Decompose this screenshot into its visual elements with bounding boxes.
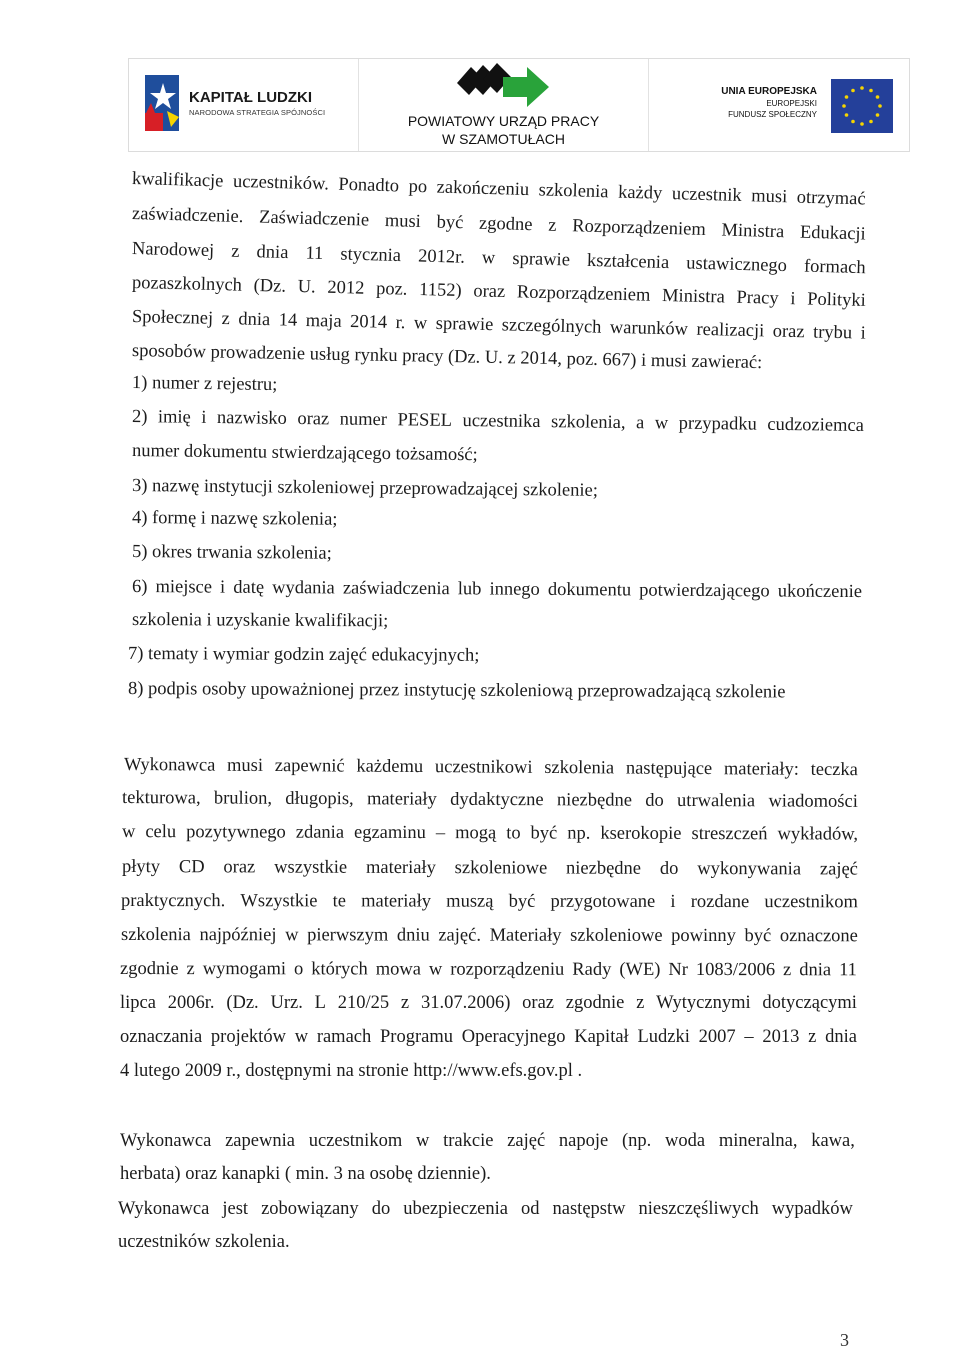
body-line [132,272,866,312]
body-word: materiały [361,891,432,912]
body-word: dnia [825,1027,857,1047]
body-word: przypadku [678,413,757,435]
body-word: w [413,313,428,334]
body-word: zakończeniu [436,177,530,201]
body-word: brulion, [213,788,273,809]
body-word: szkoleniowe [454,858,548,879]
body-line [121,924,858,947]
body-line: 8) podpis osoby upoważnionej przez instytucję szkoleniową przeprowadzającą szkolenie [127,679,786,703]
body-word: Nr [668,959,688,980]
body-word: lub [457,579,482,600]
body-word: do [645,790,664,811]
body-word: miejsce [155,577,213,598]
body-line: 1) numer z rejestru; [131,373,278,396]
body-word: zaświadczenia [342,578,450,600]
eu-text [721,85,817,120]
body-word: dnia [238,309,271,331]
body-word: Materiały [489,925,562,946]
body-word: Wytycznymi [656,993,751,1013]
body-word: a [635,413,645,434]
body-word: uczestnika [462,411,541,432]
body-word: mogą [455,823,497,844]
body-word: następujące [625,758,713,780]
eu-line3: FUNDUSZ SPOŁECZNY [728,110,817,119]
body-word: być [508,891,536,912]
body-word: Rozporządzeniem [516,282,651,306]
body-word: Edukacji [799,222,866,245]
body-word: szkoleniowe [570,925,663,946]
body-line [120,1026,857,1048]
body-word: następstw [552,1199,626,1219]
body-line: uczestników szkolenia. [118,1232,290,1252]
body-word: wymogami [202,959,287,980]
body-word: realizacji [696,319,765,342]
body-word: ustawicznego [686,253,788,277]
body-word: przygotowane [550,891,656,912]
body-word: z [808,1027,817,1047]
body-word: zgodnie [119,959,179,980]
body-word: i [670,891,676,912]
body-line [120,1130,855,1152]
body-word: kwalifikacje [131,169,224,192]
body-line [122,821,858,846]
body-word: dnia [256,242,289,264]
body-word: sprawie [512,248,571,271]
body-word: Rozporządzeniem [571,216,707,241]
body-word: najpóźniej [199,925,277,946]
body-word: w [428,959,443,980]
body-word: te [332,891,347,912]
body-word: dokumentu [547,579,632,601]
body-word: kawa, [811,1131,855,1151]
body-word: Kapitał [574,1027,629,1047]
body-word: Urz. [270,993,303,1013]
body-word: i [201,407,207,428]
body-word: (WE) [619,959,661,980]
body-word: trakcie [443,1131,494,1151]
body-word: potwierdzającego [639,580,770,602]
eu-line2: EUROPEJSKI [766,99,817,108]
body-word: woda [665,1131,706,1151]
body-word: z [783,960,792,981]
body-word: zajęć [819,859,858,880]
body-line: 4) formę i nazwę szkolenia; [131,508,338,530]
body-line [132,203,866,245]
body-word: zajęć. [438,925,482,946]
body-word: zobowiązany [261,1199,359,1219]
body-word: dnia [799,960,832,981]
body-word: oznaczone [779,926,858,947]
body-word: zgodnie [565,993,625,1013]
body-word: każdemu [356,756,424,778]
body-word: uczestnikom [308,1131,403,1151]
body-word: 14 [278,310,298,331]
body-word: nieszczęśliwych [638,1199,759,1219]
body-word: stycznia [340,244,402,267]
body-word: zajęć [507,1131,546,1151]
page-number: 3 [840,1330,849,1350]
body-word: warunków [609,317,689,340]
body-word: formach [803,256,866,279]
body-word: oraz [223,857,256,878]
body-word: których [311,959,368,980]
body-word: PESEL [397,410,453,431]
body-word: muszą [446,891,494,912]
body-word: wszystkie [274,857,348,878]
body-word: Społecznej [131,307,214,329]
body-line: szkolenia i uzyskanie kwalifikacji; [131,610,389,632]
office-arrow-logo-icon [453,61,553,111]
body-word: ramach [316,1027,372,1047]
body-word: szkolenia [544,757,615,779]
body-word: datę [233,577,265,598]
body-line: numer dokumentu stwierdzającego tożsamość; [131,441,478,466]
body-word: ubezpieczenia [403,1199,508,1219]
body-word: pierwszym [307,925,389,946]
body-word: Rady [572,959,612,980]
body-word: w [294,1027,309,1047]
body-word: Wykonawca [120,1131,212,1151]
body-line [122,787,858,813]
body-word: zaświadczenie. [131,204,244,228]
body-word: 1083/2006 [695,960,776,981]
body-word: 2007 [698,1027,736,1047]
body-word: innego [489,579,540,600]
body-line: 7) tematy i wymiar godzin zajęć edukacyjnych; [127,644,480,666]
body-word: dydaktyczne [450,789,544,811]
body-line [132,406,864,437]
body-word: L [314,993,326,1013]
office-logo-block [359,59,649,151]
body-word: musi [227,755,264,776]
body-word: Polityki [806,289,867,311]
body-word: otrzymać [796,187,866,210]
office-name-line2: W SZAMOTUŁACH [442,131,565,147]
body-word: praktycznych. [120,891,226,912]
body-word: 2012 [327,277,365,299]
body-word: teczka [810,759,858,781]
body-word: niezbędne [556,790,633,811]
body-word: Ministra [721,220,785,243]
body-line [118,1198,853,1220]
body-word: w [654,413,669,434]
body-word: zapewnia [225,1131,295,1151]
kapital-ludzki-logo-block [129,59,359,151]
body-word: z [636,993,645,1013]
body-word: zdania [295,822,345,843]
body-word: do [371,1199,391,1219]
body-word: celu [145,822,177,843]
body-word: – [435,823,446,844]
body-word: z [547,215,557,236]
office-name-line1: POWIATOWY URZĄD PRACY [407,113,600,129]
body-line: 5) okres trwania szkolenia; [131,542,332,564]
body-word: sprawie [435,313,494,336]
body-word: Zaświadczenie [258,207,370,231]
body-word: dotyczącymi [762,993,857,1013]
body-word: jest [222,1199,249,1219]
body-word: Programu [380,1027,453,1047]
body-word: trybu [812,322,853,344]
body-word: (Dz. [226,993,259,1013]
body-line: 4 lutego 2009 r., dostępnymi na stronie http://www.efs.gov.pl . [120,1061,583,1081]
body-word: w [415,1131,430,1151]
body-line [132,306,866,345]
body-word: 2012r. [417,246,466,268]
body-line [122,856,858,881]
body-word: z [400,993,410,1013]
body-word: długopis, [285,788,354,810]
body-word: nazwisko [216,408,287,429]
body-word: być [744,926,772,947]
body-word: np. [567,823,591,844]
body-word: rozdane [690,891,750,913]
body-word: kształcenia [586,250,670,274]
kapital-ludzki-logo-icon [141,73,183,135]
body-word: 210/25 [337,993,390,1013]
body-word: wykonywania [697,859,802,880]
eu-logo-block [649,59,909,151]
body-word: 2014 [349,311,388,333]
body-word: oraz [297,409,330,430]
body-word: 1152) [418,280,462,302]
body-word: numer [339,409,388,431]
body-word: do [659,858,679,879]
body-word: utrwalenia [677,790,756,812]
body-word: Ponadto [338,174,400,197]
body-word: Operacyjnego [461,1027,566,1047]
body-word: w [285,925,299,946]
body-word: z [221,309,231,330]
body-word: poz. [375,278,408,300]
body-line [121,890,858,913]
body-word: cudzoziemca [767,414,864,436]
body-word: i [790,289,796,310]
body-word: od [521,1199,540,1219]
body-word: uczestnikom [764,892,858,913]
body-word: CD [178,857,205,878]
body-word: napoje [558,1131,609,1151]
body-word: i [860,323,867,344]
body-line [124,754,858,781]
body-word: (Dz. [253,275,287,297]
body-word: materiały: [723,759,799,780]
body-word: 6) [131,577,148,598]
body-word: 31.07.2006) [420,993,511,1013]
body-word: 11 [839,960,857,981]
page-header [128,58,910,152]
body-line: sposobów prowadzenie usług rynku pracy (Dz. U. z 2014, poz. 667) i musi zawierać: [131,341,763,374]
body-word: 2013 [762,1027,800,1047]
body-word: z [186,959,195,980]
body-word: tekturowa, [121,788,201,809]
body-word: egzaminu [353,822,426,844]
body-word: powinny [671,925,736,947]
body-word: ukończenie [777,581,863,603]
body-word: projektów [210,1027,286,1047]
body-word: wypadków [771,1199,853,1219]
body-word: szkolenia, [550,412,626,434]
body-line [132,238,866,279]
body-word: 2) [131,407,148,428]
eu-line1: UNIA EUROPEJSKA [721,86,817,97]
body-word: imię [157,407,191,428]
body-word: uczestnik [671,184,742,207]
body-word: dniu [396,925,430,946]
body-word: szkolenia [120,925,191,946]
body-line: 3) nazwę instytucji szkoleniowej przeprowadzającej szkolenie; [131,476,598,501]
kapital-ludzki-title: KAPITAŁ LUDZKI [189,89,313,106]
body-word: w [121,822,136,843]
body-word: wykładów, [777,824,859,845]
kapital-ludzki-subtitle: NARODOWA STRATEGIA SPÓJNOŚCI [189,108,326,117]
body-word: w [481,248,496,269]
body-word: każdy [617,182,663,204]
body-word: to [506,823,521,844]
body-word: po [408,176,428,198]
body-word: 11 [305,243,324,265]
body-word: szkolenia [538,180,609,203]
body-word: z [231,241,240,262]
body-word: musi [750,186,788,208]
body-word: lipca [120,993,156,1013]
body-word: Wykonawca [123,755,216,776]
body-word: mowa [375,959,421,980]
body-word: oraz [522,993,554,1013]
body-word: U. [297,277,316,298]
body-word: Narodowej [131,239,215,262]
body-word: – [744,1027,754,1047]
body-word: Pracy [736,287,779,309]
body-word: pozaszkolnych [131,273,243,296]
body-line [120,958,857,981]
body-line [132,576,862,603]
body-word: (np. [621,1131,652,1151]
body-word: 2006r. [167,993,215,1013]
body-word: być [530,823,558,844]
body-word: zgodne [478,213,533,236]
body-word: mineralna, [718,1131,798,1151]
body-line [132,168,866,210]
body-word: Ludzki [637,1027,690,1047]
body-word: być [436,212,464,234]
body-word: oraz [772,321,805,343]
body-word: r. [395,312,406,334]
body-word: oraz [473,281,506,303]
body-word: kserokopie [600,823,682,844]
body-word: Ministra [661,285,726,308]
body-line: herbata) oraz kanapki ( min. 3 na osobę dziennie). [120,1164,491,1184]
body-word: o [293,959,304,980]
body-word: wydania [272,577,335,599]
body-word: maja [305,310,342,332]
body-word: musi [384,211,422,233]
body-word: rozporządzeniu [450,959,565,980]
body-word: pozytywnego [186,822,286,843]
body-word: materiały [366,789,437,810]
eu-flag-icon [831,79,893,133]
body-word: zapewnić [274,756,345,777]
body-word: Wykonawca [118,1199,210,1219]
body-word: materiały [365,857,436,879]
body-word: uczestników. [232,171,330,195]
body-word: streszczeń [691,823,768,845]
body-word: Wszystkie [240,891,318,912]
body-word: szczególnych [501,315,602,338]
body-word: wiadomości [768,791,858,812]
body-word: płyty [121,857,161,878]
body-word: i [219,577,226,598]
body-word: niezbędne [566,858,642,879]
body-word: oznaczania [120,1027,203,1047]
body-word: uczestnikowi [434,757,533,778]
body-line [120,992,857,1014]
